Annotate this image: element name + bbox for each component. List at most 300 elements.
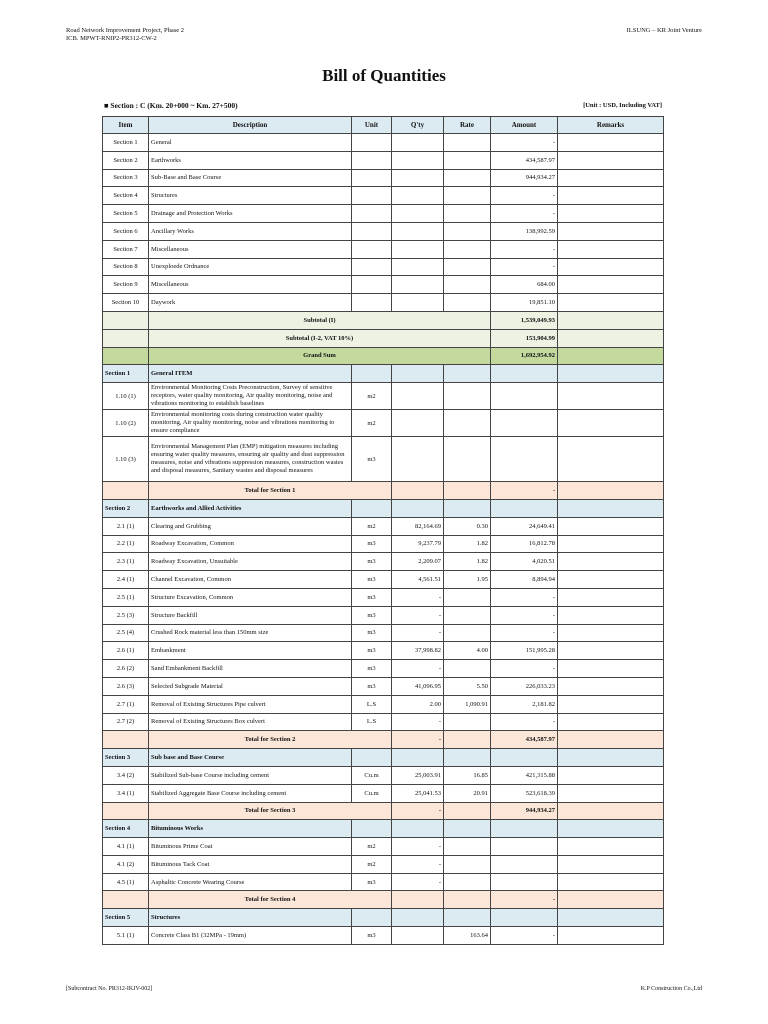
subtotal1-row [103, 311, 664, 329]
remarks-cell [558, 222, 664, 240]
item-cell [103, 802, 149, 820]
qty-cell [392, 276, 444, 294]
unit-cell [352, 820, 392, 838]
amount-cell: 138,992.59 [491, 222, 558, 240]
table-row [103, 695, 664, 713]
rate-cell [444, 187, 491, 205]
section-total-row [103, 482, 664, 500]
rate-cell: 1.95 [444, 571, 491, 589]
unit-cell [352, 222, 392, 240]
rate-cell [444, 749, 491, 767]
rate-cell [444, 134, 491, 152]
amount-cell: 434,587.97 [491, 151, 558, 169]
amount-cell [491, 437, 558, 482]
qty-cell [392, 187, 444, 205]
item-cell: 4.1 (2) [103, 855, 149, 873]
item-cell: 2.6 (2) [103, 660, 149, 678]
item-cell: 1.10 (1) [103, 383, 149, 410]
description-cell: Unexploede Ordnance [149, 258, 352, 276]
amount-cell [491, 873, 558, 891]
column-header: Rate [444, 117, 491, 134]
subtotal1-label: Subtotal (I) [149, 311, 491, 329]
table-row [103, 410, 664, 437]
description-cell: Selected Subgrade Material [149, 677, 352, 695]
summary-row [103, 222, 664, 240]
remarks-cell [558, 873, 664, 891]
remarks-cell [558, 642, 664, 660]
section-total-amount: - [491, 482, 558, 500]
remarks-cell [558, 134, 664, 152]
rate-cell [444, 482, 491, 500]
remarks-cell [558, 731, 664, 749]
unit-cell [352, 909, 392, 927]
section-total-label: Total for Section 2 [149, 731, 392, 749]
table-row [103, 383, 664, 410]
item-cell: 2.6 (3) [103, 677, 149, 695]
rate-cell: 0.30 [444, 517, 491, 535]
remarks-cell [558, 240, 664, 258]
qty-cell: 82,164.69 [392, 517, 444, 535]
rate-cell [444, 660, 491, 678]
remarks-cell [558, 891, 664, 909]
rate-cell [444, 855, 491, 873]
rate-cell [444, 873, 491, 891]
qty-cell [392, 383, 444, 410]
subtotal2-amount: 153,904.99 [491, 329, 558, 347]
qty-cell: - [392, 855, 444, 873]
amount-cell: 4,020.51 [491, 553, 558, 571]
section-code: Section 2 [103, 499, 149, 517]
table-row [103, 838, 664, 856]
unit-cell [352, 499, 392, 517]
unit-cell: m3 [352, 677, 392, 695]
summary-row [103, 240, 664, 258]
project-name: Road Network Improvement Project, Phase 2 [66, 27, 185, 34]
section-total-label: Total for Section 1 [149, 482, 392, 500]
table-row [103, 588, 664, 606]
unit-cell [352, 749, 392, 767]
section-total-qty: - [392, 802, 444, 820]
description-cell: Stabilized Aggregate Base Course including cement [149, 784, 352, 802]
amount-cell: - [491, 624, 558, 642]
bill-of-quantities-table [102, 116, 664, 945]
remarks-cell [558, 606, 664, 624]
section-header-row [103, 749, 664, 767]
unit-cell [352, 258, 392, 276]
unit-caption: [Unit : USD, Including VAT] [583, 102, 662, 109]
remarks-cell [558, 766, 664, 784]
contract-code: ICB. MPWT-RNIP2-PR312-CW-2 [66, 35, 157, 42]
rate-cell [444, 205, 491, 223]
unit-cell [352, 134, 392, 152]
amount-cell: - [491, 258, 558, 276]
qty-cell: - [392, 873, 444, 891]
header-right: ILSUNG – KR Joint Venture [626, 27, 702, 34]
rate-cell: 4.00 [444, 642, 491, 660]
unit-cell: m3 [352, 553, 392, 571]
rate-cell: 1,090.91 [444, 695, 491, 713]
unit-cell: m3 [352, 588, 392, 606]
remarks-cell [558, 677, 664, 695]
rate-cell [444, 365, 491, 383]
rate-cell [444, 294, 491, 312]
qty-cell: 25,041.53 [392, 784, 444, 802]
description-cell: Sub-Base and Base Course [149, 169, 352, 187]
unit-cell: m3 [352, 873, 392, 891]
qty-cell [392, 749, 444, 767]
rate-cell [444, 731, 491, 749]
description-cell: Channel Excavation, Common [149, 571, 352, 589]
summary-row [103, 169, 664, 187]
qty-cell [392, 205, 444, 223]
qty-cell [392, 134, 444, 152]
rate-cell: 16.85 [444, 766, 491, 784]
rate-cell [444, 437, 491, 482]
qty-cell: - [392, 624, 444, 642]
rate-cell [444, 606, 491, 624]
section-total-qty [392, 482, 444, 500]
table-row [103, 766, 664, 784]
description-cell: Earthworks [149, 151, 352, 169]
remarks-cell [558, 927, 664, 945]
table-row [103, 873, 664, 891]
unit-cell: m3 [352, 535, 392, 553]
qty-cell: 4,561.51 [392, 571, 444, 589]
unit-cell: m2 [352, 410, 392, 437]
item-cell: 2.7 (2) [103, 713, 149, 731]
amount-cell [491, 410, 558, 437]
item-cell: 4.5 (1) [103, 873, 149, 891]
amount-cell: 19,851.10 [491, 294, 558, 312]
item-cell: Section 4 [103, 187, 149, 205]
subtotal1-amount: 1,539,049.93 [491, 311, 558, 329]
qty-cell [392, 820, 444, 838]
section-header-row [103, 365, 664, 383]
remarks-cell [558, 517, 664, 535]
column-header: Item [103, 117, 149, 134]
remarks-cell [558, 383, 664, 410]
section-code: Section 4 [103, 820, 149, 838]
remarks-cell [558, 482, 664, 500]
item-cell: 3.4 (2) [103, 766, 149, 784]
summary-row [103, 276, 664, 294]
section-total-row [103, 731, 664, 749]
item-cell: Section 2 [103, 151, 149, 169]
table-row [103, 642, 664, 660]
remarks-cell [558, 187, 664, 205]
item-cell [103, 347, 149, 365]
rate-cell [444, 258, 491, 276]
item-cell: 2.3 (1) [103, 553, 149, 571]
column-header: Description [149, 117, 352, 134]
rate-cell [444, 276, 491, 294]
rate-cell [444, 222, 491, 240]
description-cell: Environmental Monitoring Costs Preconstruction, Survey of sensitive receptors, water quality monitoring, Air quality monitoring, noise and vibrations monitoring to establish baselines [149, 383, 352, 410]
amount-cell: 421,315.88 [491, 766, 558, 784]
table-body [103, 134, 664, 945]
section-header-row [103, 499, 664, 517]
qty-cell: - [392, 838, 444, 856]
grand-amount: 1,692,954.92 [491, 347, 558, 365]
description-cell: Environmental monitoring costs during construction water quality monitoring, Air quality monitoring, noise and vibrations monitoring to ensure compliance [149, 410, 352, 437]
description-cell: Structures [149, 187, 352, 205]
footer-company: K.P Construction Co.,Ltd [640, 986, 702, 992]
description-cell: Removal of Existing Structures Pipe culvert [149, 695, 352, 713]
unit-cell: m3 [352, 660, 392, 678]
section-title: General ITEM [149, 365, 352, 383]
rate-cell [444, 383, 491, 410]
unit-cell: Cu.m [352, 784, 392, 802]
amount-cell [491, 383, 558, 410]
item-cell: Section 6 [103, 222, 149, 240]
unit-cell: m3 [352, 624, 392, 642]
amount-cell: 24,649.41 [491, 517, 558, 535]
qty-cell [392, 410, 444, 437]
unit-cell: m2 [352, 383, 392, 410]
remarks-cell [558, 838, 664, 856]
rate-cell: 1.82 [444, 535, 491, 553]
unit-cell [352, 294, 392, 312]
table-row [103, 571, 664, 589]
table-row [103, 855, 664, 873]
description-cell: Ancillary Works [149, 222, 352, 240]
unit-cell [352, 276, 392, 294]
description-cell: Miscellaneous [149, 240, 352, 258]
rate-cell [444, 838, 491, 856]
qty-cell: 41,096.95 [392, 677, 444, 695]
remarks-cell [558, 437, 664, 482]
table-row [103, 660, 664, 678]
remarks-cell [558, 410, 664, 437]
remarks-cell [558, 571, 664, 589]
amount-cell: 684.00 [491, 276, 558, 294]
summary-row [103, 187, 664, 205]
amount-cell [491, 499, 558, 517]
amount-cell: - [491, 134, 558, 152]
page-title: Bill of Quantities [322, 66, 446, 85]
remarks-cell [558, 294, 664, 312]
qty-cell [392, 222, 444, 240]
grand-label: Grand Sum [149, 347, 491, 365]
rate-cell [444, 151, 491, 169]
remarks-cell [558, 749, 664, 767]
remarks-cell [558, 855, 664, 873]
qty-cell [392, 499, 444, 517]
remarks-cell [558, 713, 664, 731]
remarks-cell [558, 784, 664, 802]
rate-cell [444, 499, 491, 517]
item-cell: 2.7 (1) [103, 695, 149, 713]
section-total-label: Total for Section 4 [149, 891, 392, 909]
rate-cell [444, 713, 491, 731]
rate-cell: 163.64 [444, 927, 491, 945]
unit-cell [352, 151, 392, 169]
qty-cell [392, 437, 444, 482]
table-header-row [103, 117, 664, 134]
qty-cell [392, 365, 444, 383]
rate-cell [444, 169, 491, 187]
section-total-label: Total for Section 3 [149, 802, 392, 820]
amount-cell: 226,033.23 [491, 677, 558, 695]
section-header-row [103, 820, 664, 838]
amount-cell [491, 820, 558, 838]
amount-cell [491, 909, 558, 927]
rate-cell [444, 624, 491, 642]
item-cell: 2.5 (4) [103, 624, 149, 642]
table-row [103, 517, 664, 535]
remarks-cell [558, 258, 664, 276]
description-cell: Clearing and Grubbing [149, 517, 352, 535]
qty-cell [392, 258, 444, 276]
amount-cell [491, 365, 558, 383]
section-total-row [103, 802, 664, 820]
item-cell: 2.4 (1) [103, 571, 149, 589]
amount-cell [491, 855, 558, 873]
qty-cell [392, 909, 444, 927]
remarks-cell [558, 588, 664, 606]
footer-subcontract: [Subcontract No. PR312-IKJV-002] [66, 986, 153, 992]
item-cell: 2.6 (1) [103, 642, 149, 660]
item-cell: Section 10 [103, 294, 149, 312]
column-header: Q'ty [392, 117, 444, 134]
unit-cell: L.S [352, 713, 392, 731]
section-total-qty: - [392, 731, 444, 749]
section-code: Section 1 [103, 365, 149, 383]
section-caption: ■ Section : C (Km. 20+000 ~ Km. 27+500) [104, 101, 238, 110]
qty-cell: 25,003.91 [392, 766, 444, 784]
amount-cell: - [491, 588, 558, 606]
remarks-cell [558, 624, 664, 642]
unit-cell: m2 [352, 838, 392, 856]
item-cell: Section 1 [103, 134, 149, 152]
amount-cell: 8,894.94 [491, 571, 558, 589]
amount-cell: - [491, 927, 558, 945]
item-cell: Section 5 [103, 205, 149, 223]
item-cell: 2.5 (3) [103, 606, 149, 624]
rate-cell [444, 891, 491, 909]
amount-cell: - [491, 205, 558, 223]
item-cell [103, 311, 149, 329]
item-cell [103, 482, 149, 500]
amount-cell: - [491, 240, 558, 258]
amount-cell: 151,995.28 [491, 642, 558, 660]
item-cell: 5.1 (1) [103, 927, 149, 945]
amount-cell [491, 749, 558, 767]
section-title: Earthworks and Allied Activities [149, 499, 352, 517]
description-cell: Sand Embankment Backfill [149, 660, 352, 678]
description-cell: Crushed Rock material less than 150mm size [149, 624, 352, 642]
section-header-row [103, 909, 664, 927]
qty-cell [392, 294, 444, 312]
description-cell: Drainage and Protection Works [149, 205, 352, 223]
table-row [103, 677, 664, 695]
description-cell: Daywork [149, 294, 352, 312]
table-row [103, 927, 664, 945]
item-cell: 2.5 (1) [103, 588, 149, 606]
unit-cell [352, 365, 392, 383]
unit-cell [352, 240, 392, 258]
remarks-cell [558, 347, 664, 365]
rate-cell: 5.50 [444, 677, 491, 695]
table-row [103, 624, 664, 642]
grand-row [103, 347, 664, 365]
item-cell [103, 891, 149, 909]
unit-cell: m3 [352, 642, 392, 660]
column-header: Remarks [558, 117, 664, 134]
rate-cell [444, 820, 491, 838]
table-row [103, 553, 664, 571]
remarks-cell [558, 535, 664, 553]
description-cell: Roadway Excavation, Common [149, 535, 352, 553]
qty-cell: - [392, 660, 444, 678]
remarks-cell [558, 311, 664, 329]
remarks-cell [558, 365, 664, 383]
remarks-cell [558, 329, 664, 347]
item-cell: 1.10 (3) [103, 437, 149, 482]
rate-cell [444, 240, 491, 258]
table-row [103, 784, 664, 802]
amount-cell: 523,618.39 [491, 784, 558, 802]
description-cell: Roadway Excavation, Unsuitable [149, 553, 352, 571]
remarks-cell [558, 660, 664, 678]
subtotal2-row [103, 329, 664, 347]
unit-cell: Cu.m [352, 766, 392, 784]
qty-cell: 2.00 [392, 695, 444, 713]
item-cell: 2.1 (1) [103, 517, 149, 535]
unit-cell: m3 [352, 571, 392, 589]
section-title: Bituminous Works [149, 820, 352, 838]
description-cell: Bituminous Tack Coat [149, 855, 352, 873]
unit-cell: m2 [352, 517, 392, 535]
description-cell: Miscellaneous [149, 276, 352, 294]
amount-cell: 16,812.78 [491, 535, 558, 553]
unit-cell: m3 [352, 606, 392, 624]
unit-cell: m2 [352, 855, 392, 873]
remarks-cell [558, 169, 664, 187]
description-cell: Embankment [149, 642, 352, 660]
column-header: Unit [352, 117, 392, 134]
description-cell: Asphaltic Concrete Wearing Course [149, 873, 352, 891]
rate-cell [444, 588, 491, 606]
summary-row [103, 258, 664, 276]
item-cell [103, 731, 149, 749]
section-total-amount: 944,934.27 [491, 802, 558, 820]
remarks-cell [558, 499, 664, 517]
item-cell: 4.1 (1) [103, 838, 149, 856]
item-cell: 3.4 (1) [103, 784, 149, 802]
section-total-amount: - [491, 891, 558, 909]
section-title: Sub base and Base Course [149, 749, 352, 767]
qty-cell [392, 169, 444, 187]
description-cell: Stabilized Sub-base Course including cement [149, 766, 352, 784]
remarks-cell [558, 820, 664, 838]
item-cell: 1.10 (2) [103, 410, 149, 437]
remarks-cell [558, 909, 664, 927]
description-cell: General [149, 134, 352, 152]
section-total-row [103, 891, 664, 909]
remarks-cell [558, 151, 664, 169]
qty-cell: - [392, 713, 444, 731]
item-cell: Section 9 [103, 276, 149, 294]
description-cell: Concrete Class B1 (32MPa - 19mm) [149, 927, 352, 945]
summary-row [103, 151, 664, 169]
qty-cell: - [392, 588, 444, 606]
remarks-cell [558, 802, 664, 820]
amount-cell: - [491, 606, 558, 624]
summary-row [103, 205, 664, 223]
item-cell [103, 329, 149, 347]
item-cell: 2.2 (1) [103, 535, 149, 553]
